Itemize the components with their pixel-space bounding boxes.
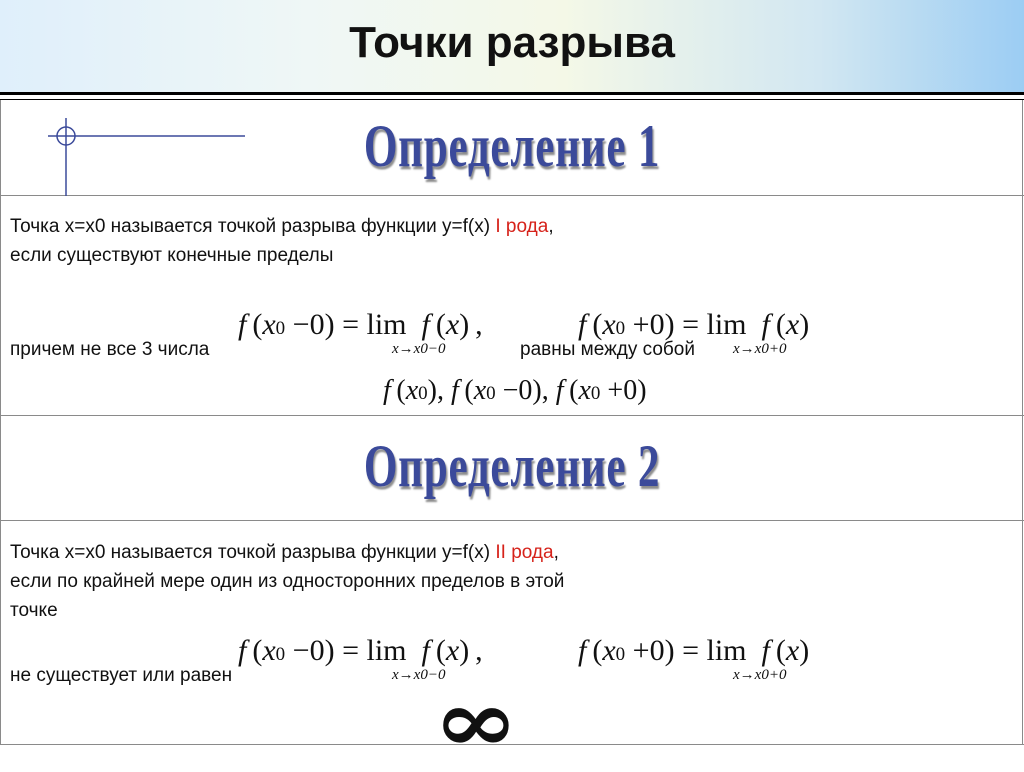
left-limit-subscript-2: x→x0−0 [392,667,446,683]
definition-2-line-1: Точка x=x0 называется точкой разрыва функции y=f(x) II рода, [10,542,559,563]
page-title: Точки разрыва [349,18,675,67]
left-limit-formula-2: f (x0 −0) = lim f (x) , [238,634,483,667]
right-limit-formula: f (x0 +0) = lim f (x) [578,308,810,341]
definition-2-title: Определение 2 [363,433,661,499]
left-limit-formula: f (x0 −0) = lim f (x) , [238,308,483,341]
row-divider [0,520,1024,521]
right-limit-subscript: x→x0+0 [733,341,787,357]
definition-2-line-4: не существует или равен [10,665,233,686]
three-values-formula: f (x0), f (x0 −0), f (x0 +0) [383,375,647,406]
table-right-border [1022,100,1023,745]
right-limit-formula-2: f (x0 +0) = lim f (x) [578,634,810,667]
definition-1-line-3a: причем не все 3 числа [10,339,210,360]
table-left-border [0,100,1,745]
right-limit-subscript-2: x→x0+0 [733,667,787,683]
kind-1-label: I рода [495,216,549,237]
header-divider-thin [0,99,1024,100]
definition-1-line-1: Точка x=x0 называется точкой разрыва функции y=f(x) I рода, [10,216,554,237]
infinity-symbol: ∞ [432,671,519,772]
definition-2-line-2: если по крайней мере один из односторонних пределов в этой [10,571,565,592]
row-divider [0,415,1024,416]
definition-2-line-3: точке [10,600,58,621]
definition-1-line-3b: равны между собой [520,339,695,360]
left-limit-subscript: x→x0−0 [392,341,446,357]
slide-header [0,0,1024,92]
kind-2-label: II рода [495,542,554,563]
definition-1-title: Определение 1 [363,113,661,179]
header-divider-thick [0,92,1024,95]
definition-1-line-2: если существуют конечные пределы [10,245,334,266]
